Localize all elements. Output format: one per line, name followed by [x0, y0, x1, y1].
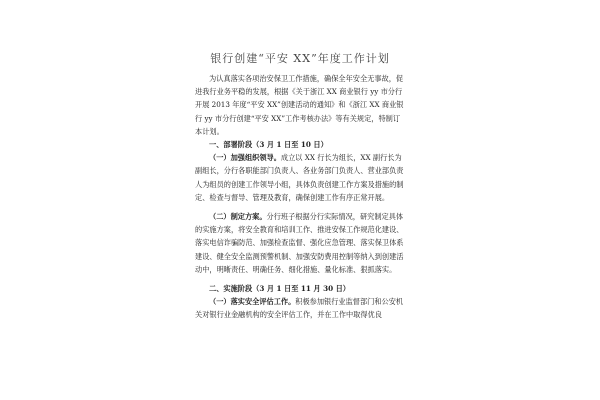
section-heading-implementation: 二、实施阶段（3 月 1 日至 11 月 30 日）	[209, 284, 350, 294]
paragraph-text: 分行班子根据分行实际情况，研究制定具体的实施方案，将安全教育和培训工作、推进安保工作规范化建设、落实电信诈骗防范、加强检查监督、强化应急管理、落实保卫体系建设、健全安全监测预警机制、加强安防费用控制等纳入到创建活动中，明晰责任、明确任务、细化措施、量化标准、狠抓落实。	[195, 212, 404, 274]
paragraph-lead: （二）制定方案。	[209, 212, 267, 222]
paragraph-plan	[195, 210, 407, 276]
paragraph-assessment	[195, 295, 407, 321]
paragraph-text: 积极参加银行业监督部门和公安机关对银行业金融机构的安全评估工作，并在工作中取得优良	[195, 297, 404, 320]
paragraph-text: 成立以 XX 行长为组长，XX 副行长为副组长，分行各职能部门负责人、各业务部门负责人、营业部负责人为组员的创建工作领导小组，具体负责创建工作方案及措施的制定、检查与督导、管理及教育，确保创建工作有序正常开展。	[195, 153, 404, 202]
intro-paragraph: 为认真落实各项治安保卫工作措施，确保全年安全无事故，促进我行业务平稳的发展，根据《关于浙江 XX 商业银行 yy 市分行开展 2013 年度“平安 XX”创建活动的通知》和《浙江 XX 商业银行 yy 市分行创建“平安 XX”工作考核办法》等有关规定，特制订本计划。	[195, 74, 404, 136]
document-title: 银行创建“平安 XX”年度工作计划	[210, 52, 390, 65]
document-body	[195, 72, 407, 322]
paragraph-lead: （一）加强组织领导。	[209, 153, 281, 163]
section-heading-deployment: 一、部署阶段（3 月 1 日至 10 日）	[209, 140, 328, 150]
paragraph-organization	[195, 151, 407, 204]
paragraph-lead: （一）落实安全评估工作。	[209, 297, 296, 307]
